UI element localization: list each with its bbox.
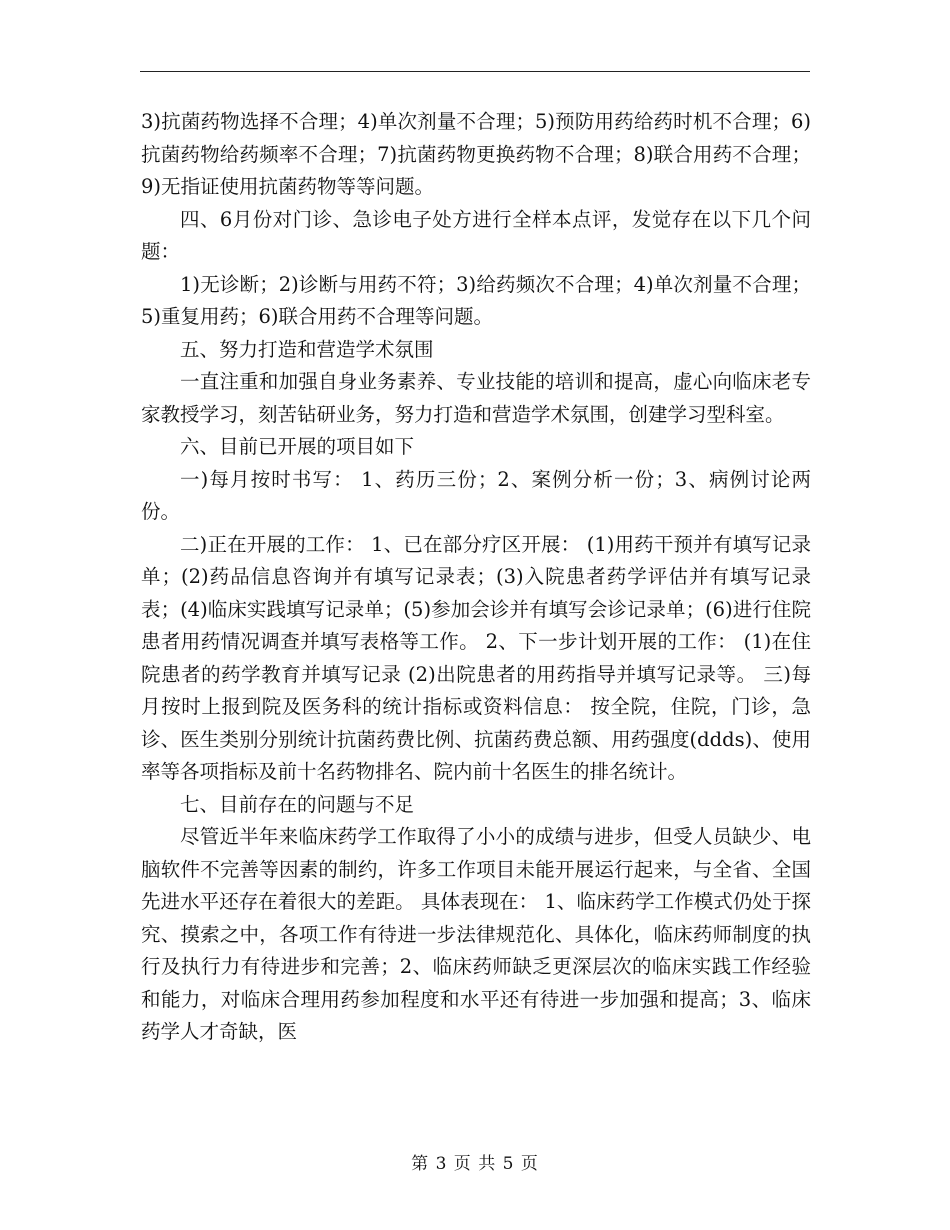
section-heading: 五、努力打造和营造学术氛围 — [180, 337, 434, 361]
paragraph: 一)每月按时书写： 1、药历三份；2、案例分析一份；3、病例讨论两份。 — [141, 467, 811, 523]
page-number-footer: 第 3 页 共 5 页 — [411, 1154, 539, 1174]
section-heading: 七、目前存在的问题与不足 — [180, 792, 415, 816]
paragraph: 1)无诊断；2)诊断与用药不符；3)给药频次不合理；4)单次剂量不合理；5)重复用药；6)联合用药不合理等问题。 — [141, 272, 811, 328]
paragraph: 3)抗菌药物选择不合理；4)单次剂量不合理；5)预防用药给药时机不合理；6)抗菌药物给药频率不合理；7)抗菌药物更换药物不合理；8)联合用药不合理；9)无指证使用抗菌药物等等问题。 — [141, 110, 811, 198]
paragraph: 尽管近半年来临床药学工作取得了小小的成绩与进步，但受人员缺少、电脑软件不完善等因素的制约，许多工作项目未能开展运行起来，与全省、全国先进水平还存在着很大的差距。 具体表现在： 1、临床药学工作模式仍处于探究、摸索之中，各项工作有待进一步法律规范化、具体化，临床药师制度的执行及执行力有待进步和完善；2、临床药师缺乏更深层次的临床实践工作经验和能力，对临床合理用药参加程度和水平还有待进一步加强和提高；3、临床药学人才奇缺，医 — [141, 825, 811, 1043]
paragraph: 二)正在开展的工作： 1、已在部分疗区开展： (1)用药干预并有填写记录单；(2)药品信息咨询并有填写记录表；(3)入院患者药学评估并有填写记录表；(4)临床实践填写记录单；(5)参加会诊并有填写会诊记录单；(6)进行住院患者用药情况调查并填写表格等工作。 2、下一步计划开展的工作： (1)在住院患者的药学教育并填写记录 (2)出院患者的用药指导并填写记录等。 三)每月按时上报到院及医务科的统计指标或资料信息： 按全院，住院，门诊，急诊、医生类别分别统计抗菌药费比例、抗菌药费总额、用药强度(ddds)、使用率等各项指标及前十名药物排名、院内前十名医生的排名统计。 — [141, 532, 811, 783]
section-heading: 六、目前已开展的项目如下 — [180, 435, 415, 458]
document-body — [141, 106, 811, 1049]
header-rule — [140, 71, 810, 72]
paragraph: 四、6月份对门诊、急诊电子处方进行全样本点评，发觉存在以下几个问题： — [141, 207, 811, 263]
paragraph: 一直注重和加强自身业务素养、专业技能的培训和提高，虚心向临床老专家教授学习，刻苦钻研业务，努力打造和营造学术氛围，创建学习型科室。 — [141, 370, 811, 426]
